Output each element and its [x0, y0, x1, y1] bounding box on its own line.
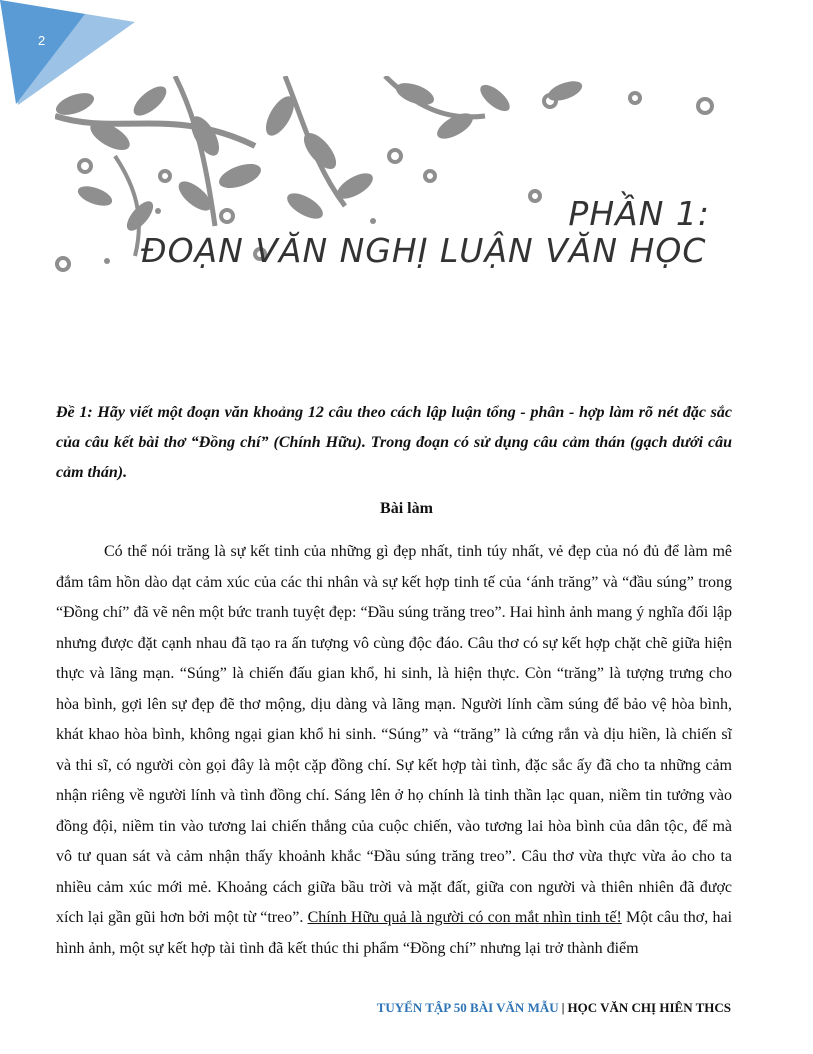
- page-footer: [377, 1000, 731, 1016]
- essay-heading: Bài làm: [380, 500, 433, 517]
- footer-separator: |: [561, 1000, 565, 1015]
- essay-prompt: Đề 1: Hãy viết một đoạn văn khoảng 12 câu theo cách lập luận tổng - phân - hợp làm rõ nét đặc sắc của câu kết bài thơ “Đồng chí” (Chính Hữu). Trong đoạn có sử dụng câu cảm thán (gạch dưới câu cảm thán).: [56, 404, 732, 481]
- section-banner: [55, 76, 735, 276]
- page-number: 2: [38, 33, 46, 48]
- footer-collection-title: TUYỂN TẬP 50 BÀI VĂN MẪU: [376, 1000, 559, 1015]
- essay-text-main: Có thể nói trăng là sự kết tinh của những gì đẹp nhất, tinh túy nhất, vẻ đẹp của nó đủ để làm mê đắm tâm hồn dào dạt cảm xúc của các thi nhân và sự kết hợp tinh tế của ‘ánh trăng” và “đầu súng” trong “Đồng chí” đã vẽ nên một bức tranh tuyệt đẹp: “Đầu súng trăng treo”. Hai hình ảnh mang ý nghĩa đối lập nhưng được đặt cạnh nhau đã tạo ra ấn tượng vô cùng độc đáo. Câu thơ có sự kết hợp chặt chẽ giữa hiện thực và lãng mạn. “Súng” là chiến đấu gian khổ, hi sinh, là hiện thực. Còn “trăng” là tượng trưng cho hòa bình, gợi lên sự đẹp đẽ thơ mộng, dịu dàng và lãng mạn. Người lính cầm súng để bảo vệ hòa bình, khát khao hòa bình, không ngại gian khổ hi sinh. “Súng” và “trăng” là cứng rắn và dịu hiền, là chiến sĩ và thi sĩ, có người còn gọi đây là một cặp đồng chí. Sự kết hợp tài tình, đặc sắc ấy đã cho ta những cảm nhận riêng về người lính và tình đồng chí. Sáng lên ở họ chính là tinh thần lạc quan, niềm tin tưởng vào đồng đội, niềm tin vào tương lai chiến thắng của cuộc chiến, vào tương lai hòa bình của dân tộc, để mà vô tư quan sát và cảm nhận thấy khoảnh khắc “Đầu súng trăng treo”. Câu thơ vừa thực vừa ảo cho ta nhiều cảm xúc mới mẻ. Khoảng cách giữa bầu trời và mặt đất, giữa con người và thiên nhiên đã được xích lại gần gũi hơn bởi một từ “treo”.: [56, 543, 732, 926]
- essay-body: [56, 537, 732, 964]
- exclamation-sentence: Chính Hữu quả là người có con mắt nhìn tinh tế!: [307, 909, 622, 926]
- essay-text-end: Một câu thơ, hai hình ảnh, một sự kết hợp tài tình đã kết thúc thi phẩm “Đồng chí” nhưng lại trở thành điểm: [56, 909, 733, 957]
- section-title: ĐOẠN VĂN NGHỊ LUẬN VĂN HỌC: [141, 231, 707, 270]
- footer-author: HỌC VĂN CHỊ HIÊN THCS: [567, 1000, 731, 1015]
- part-title: PHẦN 1:: [568, 194, 710, 233]
